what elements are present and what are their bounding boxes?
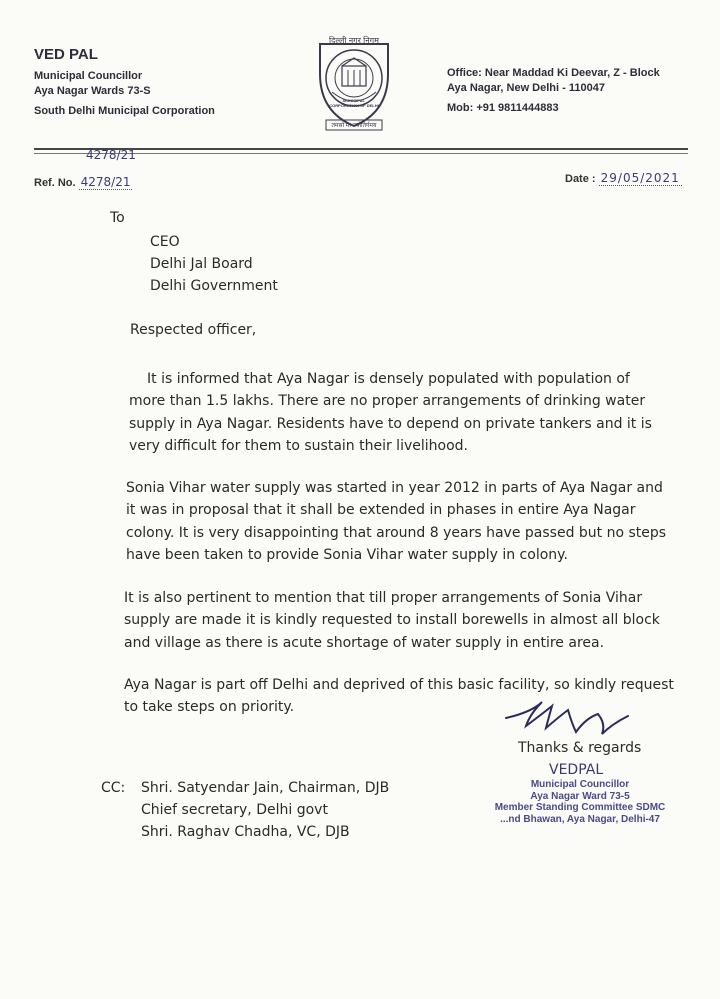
paragraph-3 (124, 587, 660, 654)
date-handwritten: 29/05/2021 (600, 171, 680, 185)
paragraph-2-line: have been taken to provide Sonia Vihar water supply in colony. (126, 546, 568, 563)
paragraph-3-line: supply are made it is kindly requested to install borewells in almost all block (124, 612, 660, 629)
recipient-line1: CEO (150, 234, 180, 250)
councillor-title: Municipal Councillor (34, 70, 143, 82)
office-mobile: Mob: +91 9811444883 (447, 102, 559, 114)
date (565, 171, 682, 185)
official-stamp (470, 779, 690, 825)
paragraph-1-line: It is informed that Aya Nagar is densely populated with population of (147, 371, 630, 387)
recipient-line2: Delhi Jal Board (150, 256, 253, 272)
paragraph-1 (129, 368, 652, 457)
paragraph-3-line: It is also pertinent to mention that till proper arrangements of Sonia Vihar (124, 590, 643, 606)
ref-number-handwritten: 4278/21 (80, 175, 131, 189)
paragraph-3-line: and village as there is acute shortage of water supply in entire area. (124, 634, 605, 651)
councillor-ward: Aya Nagar Wards 73-S (34, 85, 151, 97)
paragraph-4-line: Aya Nagar is part off Delhi and deprived of this basic facility, so kindly request (124, 677, 674, 693)
councillor-name: VED PAL (34, 46, 98, 63)
cc-item: Shri. Raghav Chadha, VC, DJB (141, 824, 350, 840)
cc-item: Shri. Satyendar Jain, Chairman, DJB (141, 780, 390, 796)
paragraph-2-line: it was in proposal that it shall be extended in phases in entire Aya Nagar (126, 502, 636, 519)
emblem-top-text: दिल्ली नगर निगम (329, 36, 379, 45)
paragraph-2-line: Sonia Vihar water supply was started in year 2012 in parts of Aya Nagar and (126, 480, 663, 496)
paragraph-1-line: more than 1.5 lakhs. There are no proper arrangements of drinking water (129, 393, 646, 410)
paragraph-1-line: supply in Aya Nagar. Residents have to depend on private tankers and it is (129, 415, 652, 432)
office-address-line2: Aya Nagar, New Delhi - 110047 (447, 82, 605, 94)
stamp-line3: Member Standing Committee SDMC (494, 802, 666, 813)
stamp-line4: ...nd Bhawan, Aya Nagar, Delhi-47 (500, 813, 660, 825)
to-label: To (110, 210, 125, 226)
signature (502, 694, 632, 744)
paragraph-1-line: very difficult for them to sustain their livelihood. (129, 437, 468, 454)
emblem-motto: तमसो मा ज्योतिर्गमय (331, 123, 377, 129)
closing-name: VEDPAL (549, 762, 604, 778)
paragraph-2-line: colony. It is very disappointing that around 8 years have passed but no steps (126, 524, 667, 541)
stamp-line1: Municipal Councillor (530, 779, 630, 790)
recipient-line3: Delhi Government (150, 278, 278, 294)
office-address-line1: Office: Near Maddad Ki Deevar, Z - Block (447, 67, 660, 79)
ref-label: Ref. No. (34, 177, 76, 189)
salutation: Respected officer, (130, 322, 257, 338)
cc-label: CC: (101, 780, 126, 796)
paragraph-2 (126, 477, 666, 566)
councillor-corporation: South Delhi Municipal Corporation (34, 105, 215, 117)
cc-item: Chief secretary, Delhi govt (141, 802, 328, 818)
ref-number-handwritten-top: 4278/21 (86, 148, 136, 162)
emblem-ring-text: MUNICIPAL CORPORATION OF DELHI (329, 98, 379, 108)
date-label: Date : (565, 173, 596, 185)
corporation-emblem (306, 34, 402, 134)
ref-number (34, 175, 132, 189)
paragraph-4-line: to take steps on priority. (124, 699, 295, 716)
stamp-line2: Aya Nagar Ward 73-5 (530, 790, 630, 802)
closing-thanks: Thanks & regards (518, 740, 642, 756)
